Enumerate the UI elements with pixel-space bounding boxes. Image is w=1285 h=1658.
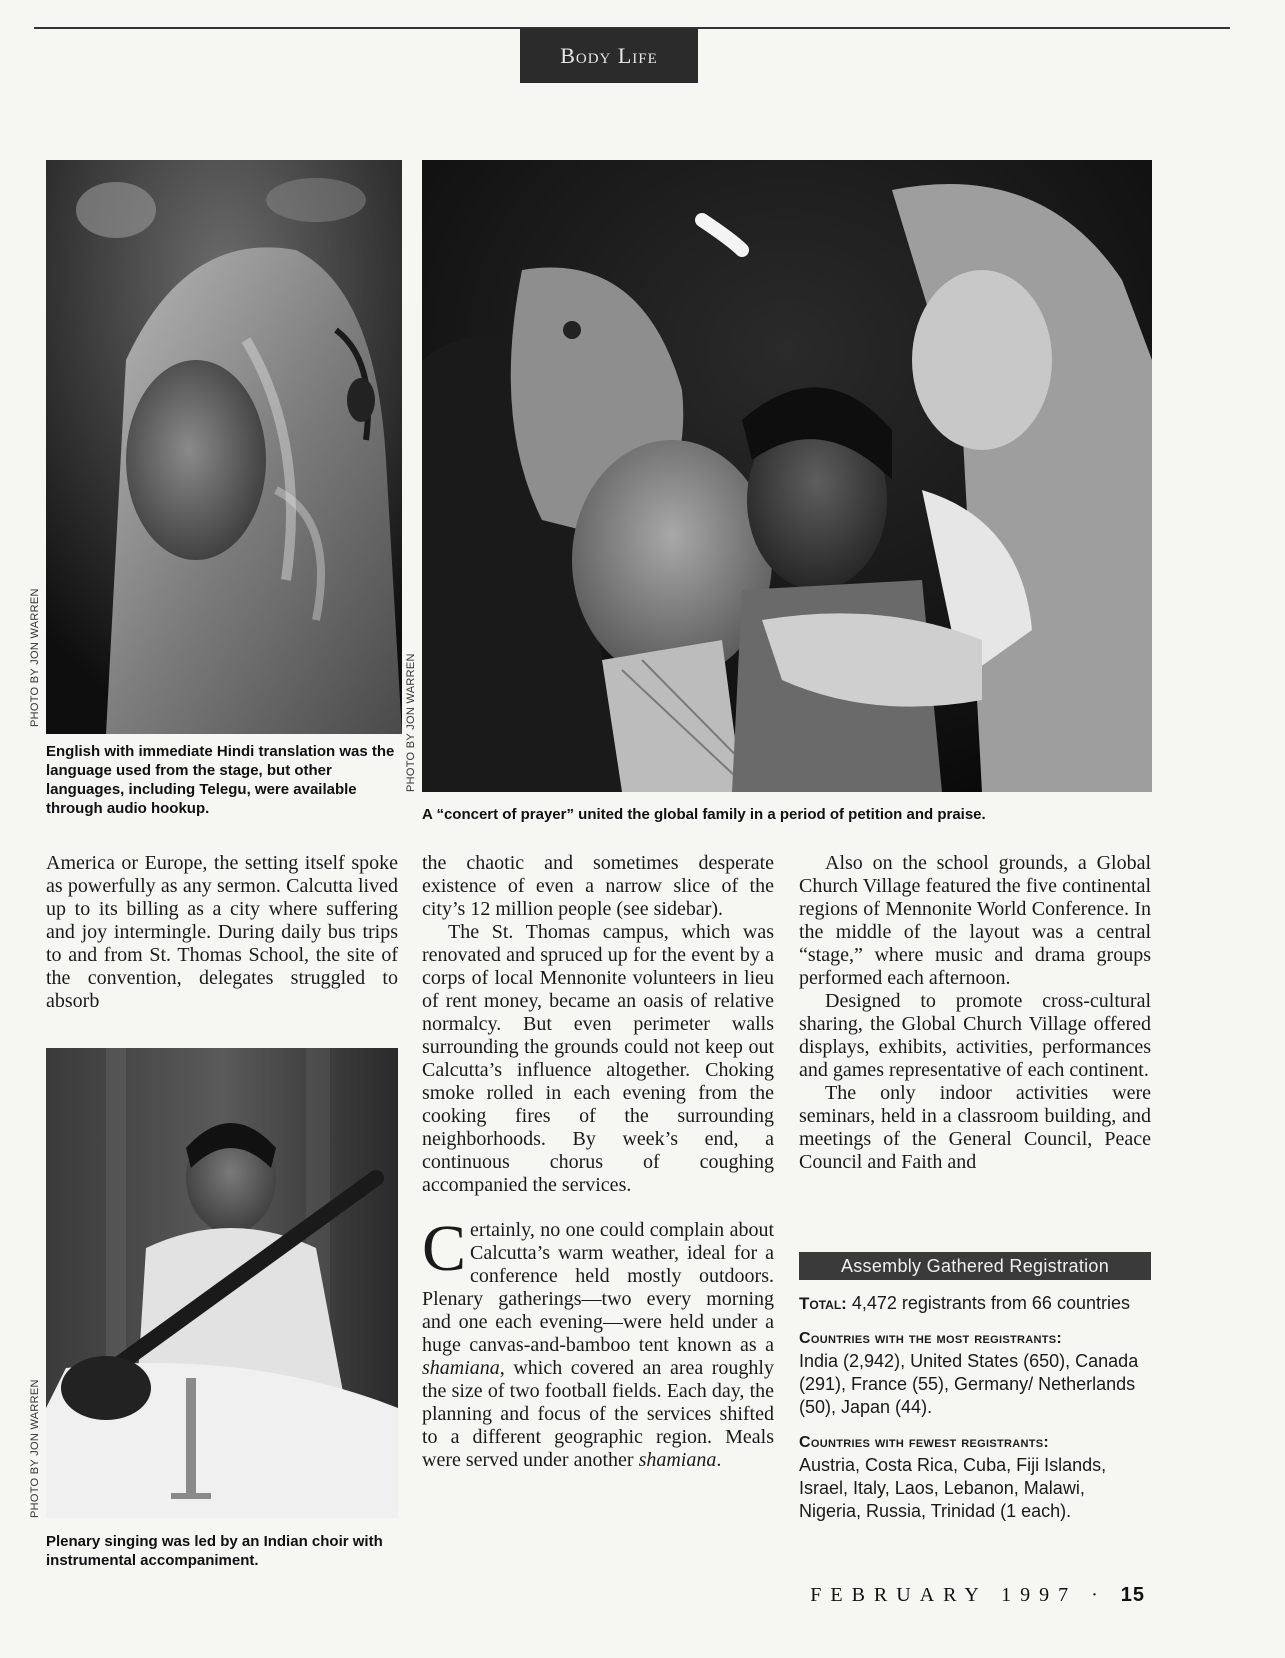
- sidebar-most-text: India (2,942), United States (650), Canada (291), France (55), Germany/ Netherlands (50), Japan (44).: [799, 1351, 1139, 1417]
- col2-paragraph-1: the chaotic and sometimes desperate existence of even a narrow slice of the city’s 12 million people (see sidebar).: [422, 852, 774, 920]
- photo-credit-sitar: PHOTO BY JON WARREN: [29, 1379, 41, 1518]
- col3-paragraph-3: The only indoor activities were seminars, held in a classroom building, and meetings of the General Council, Peace Council and Faith and: [799, 1082, 1151, 1173]
- woman-photo-image: [46, 160, 402, 734]
- article-column-3: [799, 852, 1151, 1174]
- page-number: 15: [1120, 1584, 1145, 1606]
- section-title: Body Life: [560, 43, 658, 68]
- drop-cap: C: [422, 1212, 467, 1285]
- photo-credit-prayer: PHOTO BY JON WARREN: [405, 653, 417, 792]
- article-column-1: [46, 852, 398, 1013]
- sidebar-fewest-label: Countries with fewest registrants:: [799, 1434, 1050, 1451]
- col2-paragraph-3-part-b: , which covered an area roughly the size of two football fields. Each day, the planning and focus of the services shifted to a different geographic region. Meals were served under another: [422, 1357, 774, 1471]
- footer-date: FEBRUARY 1997: [810, 1584, 1078, 1606]
- col2-paragraph-3: [422, 1212, 774, 1472]
- col3-paragraph-2: Designed to promote cross-cultural sharing, the Global Church Village offered displays, exhibits, activities, performances and games representative of each continent.: [799, 990, 1151, 1081]
- page-footer: [810, 1584, 1145, 1607]
- col2-shamiana-1: shamiana: [422, 1357, 500, 1379]
- sidebar-total-label: Total:: [799, 1294, 847, 1313]
- sitar-photo-image: [46, 1048, 398, 1518]
- sidebar-fewest: [799, 1431, 1151, 1523]
- col2-paragraph-2: The St. Thomas campus, which was renovated and spruced up for the event by a corps of local Mennonite volunteers in lieu of rent money, became an oasis of relative normalcy. But even perimeter walls surrounding the grounds could not keep out Calcutta’s influence altogether. Choking smoke rolled in each evening from the cooking fires of the surrounding neighborhoods. By week’s end, a continuous chorus of coughing accompanied the services.: [422, 921, 774, 1196]
- section-tab: [520, 29, 698, 83]
- photo-credit-woman: PHOTO BY JON WARREN: [29, 588, 41, 727]
- photo-sitar-player: [46, 1048, 398, 1518]
- caption-woman: English with immediate Hindi translation was the language used from the stage, but other languages, including Telegu, were available through audio hookup.: [46, 743, 395, 817]
- caption-sitar: Plenary singing was led by an Indian choir with instrumental accompaniment.: [46, 1533, 383, 1569]
- sidebar-most: [799, 1327, 1151, 1419]
- sidebar-fewest-text: Austria, Costa Rica, Cuba, Fiji Islands, Israel, Italy, Laos, Lebanon, Malawi, Nigeria, Russia, Trinidad (1 each).: [799, 1455, 1107, 1521]
- col2-paragraph-3-part-a: ertainly, no one could complain about Calcutta’s warm weather, ideal for a conference held mostly outdoors. Plenary gatherings—two every morning and one each evening—were held under a huge canvas-and-bamboo tent known as a: [422, 1219, 774, 1356]
- prayer-photo-image: [422, 160, 1152, 792]
- registration-sidebar: [799, 1252, 1151, 1523]
- photo-concert-of-prayer: [422, 160, 1152, 792]
- col2-paragraph-3-part-c: .: [716, 1449, 722, 1471]
- sidebar-most-label: Countries with the most registrants:: [799, 1330, 1063, 1347]
- col1-paragraph-1: America or Europe, the setting itself spoke as powerfully as any sermon. Calcutta lived up to its billing as a city where suffering and joy intermingle. During daily bus trips to and from St. Thomas School, the site of the convention, delegates struggled to absorb: [46, 852, 398, 1012]
- photo-woman-headphones: [46, 160, 402, 734]
- sidebar-total-text: 4,472 registrants from 66 countries: [851, 1293, 1130, 1313]
- article-column-2: [422, 852, 774, 1472]
- sidebar-title: Assembly Gathered Registration: [799, 1252, 1151, 1280]
- footer-separator: ·: [1091, 1584, 1107, 1606]
- col2-shamiana-2: shamiana: [638, 1449, 717, 1471]
- sidebar-total: [799, 1292, 1151, 1315]
- caption-prayer: A “concert of prayer” united the global family in a period of petition and praise.: [422, 806, 986, 823]
- col3-paragraph-1: Also on the school grounds, a Global Church Village featured the five continental regions of Mennonite World Conference. In the middle of the layout was a central “stage,” where music and drama groups performed each afternoon.: [799, 852, 1151, 989]
